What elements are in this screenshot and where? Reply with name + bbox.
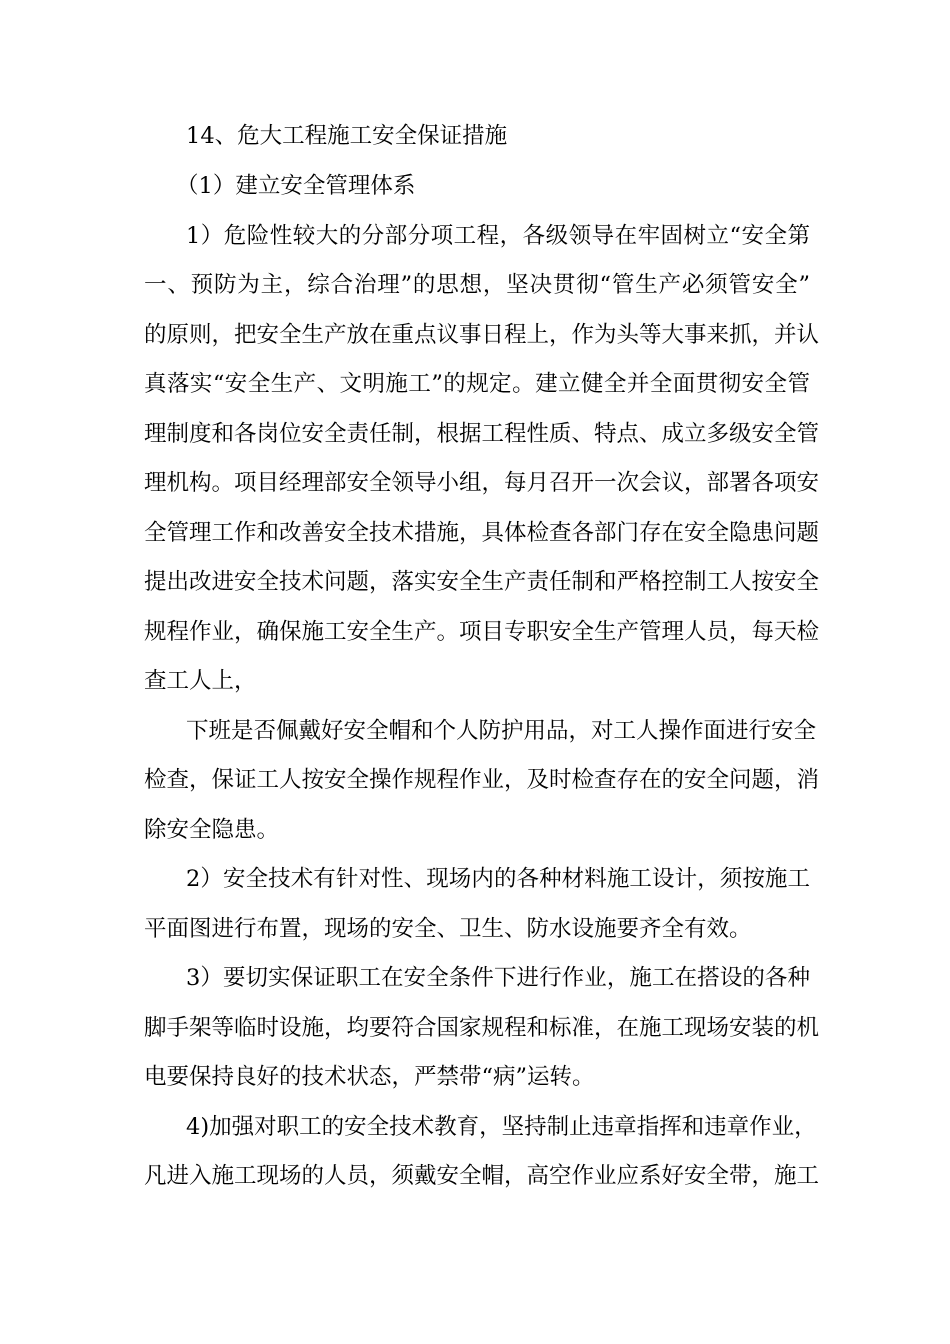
paragraph-1-line-10: 查工人上， — [144, 668, 257, 694]
paragraph-5-line-1: 4)加强对职工的安全技术教育，坚持制止违章指挥和违章作业， — [186, 1114, 817, 1140]
paragraph-4-line-2: 脚手架等临时设施，均要符合国家规程和标准，在施工现场安装的机 — [144, 1015, 820, 1041]
paragraph-2-line-1: 下班是否佩戴好安全帽和个人防护用品，对工人操作面进行安全 — [186, 718, 817, 744]
paragraph-1-line-1: 1）危险性较大的分部分项工程，各级领导在牢固树立“安全第 — [186, 223, 810, 249]
paragraph-1-line-5: 理制度和各岗位安全责任制，根据工程性质、特点、成立多级安全管 — [144, 421, 820, 447]
paragraph-1-line-6: 理机构。项目经理部安全领导小组，每月召开一次会议，部署各项安 — [144, 470, 820, 496]
paragraph-5-line-2: 凡进入施工现场的人员，须戴安全帽，高空作业应系好安全带，施工 — [144, 1163, 820, 1189]
paragraph-1-line-3: 的原则，把安全生产放在重点议事日程上，作为头等大事来抓，并认 — [144, 322, 820, 348]
section-heading: 14、危大工程施工安全保证措施 — [186, 123, 508, 149]
paragraph-4-line-3: 电要保持良好的技术状态，严禁带“病”运转。 — [144, 1064, 595, 1090]
paragraph-2-line-2: 检查，保证工人按安全操作规程作业，及时检查存在的安全问题，消 — [144, 767, 820, 793]
subsection-heading: （1）建立安全管理体系 — [176, 173, 416, 199]
paragraph-1-line-8: 提出改进安全技术问题，落实安全生产责任制和严格控制工人按安全 — [144, 569, 820, 595]
paragraph-3-line-2: 平面图进行布置，现场的安全、卫生、防水设施要齐全有效。 — [144, 916, 752, 942]
paragraph-4-line-1: 3）要切实保证职工在安全条件下进行作业，施工在搭设的各种 — [186, 965, 810, 991]
paragraph-1-line-4: 真落实“安全生产、文明施工”的规定。建立健全并全面贯彻安全管 — [144, 371, 810, 397]
paragraph-2-line-3: 除安全隐患。 — [144, 817, 280, 843]
paragraph-1-line-7: 全管理工作和改善安全技术措施，具体检查各部门存在安全隐患问题 — [144, 520, 820, 546]
paragraph-1-line-2: 一、预防为主，综合治理”的思想，坚决贯彻“管生产必须管安全” — [144, 272, 810, 298]
paragraph-3-line-1: 2）安全技术有针对性、现场内的各种材料施工设计，须按施工 — [186, 866, 810, 892]
paragraph-1-line-9: 规程作业，确保施工安全生产。项目专职安全生产管理人员，每天检 — [144, 619, 820, 645]
